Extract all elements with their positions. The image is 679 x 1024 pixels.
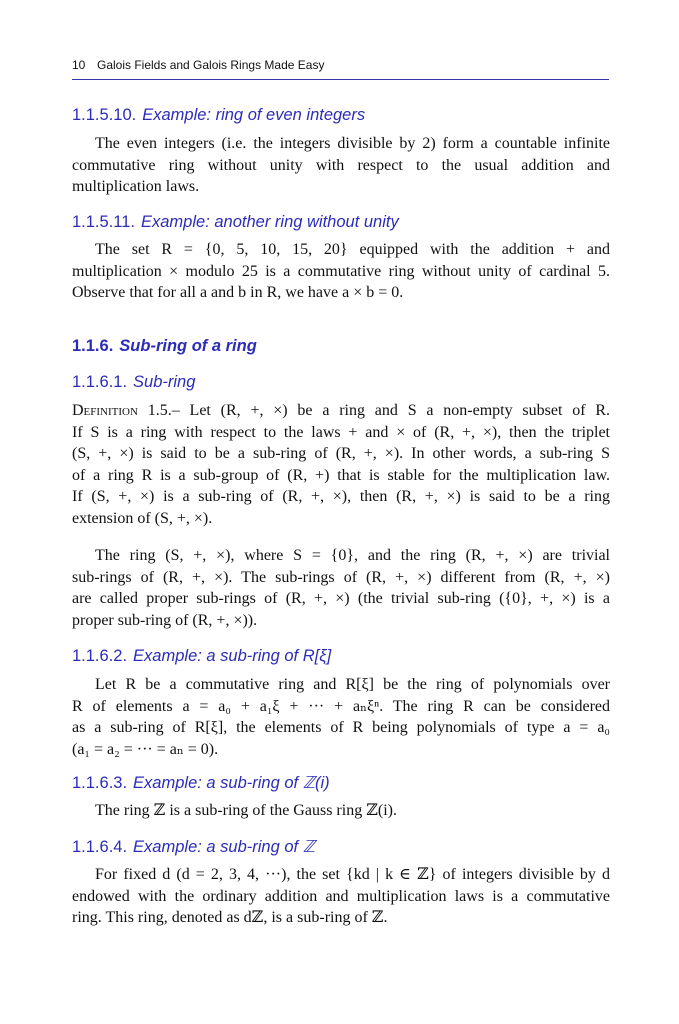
heading-1-1-5-11 <box>72 213 399 232</box>
heading-number: 1.1.6.4. <box>72 838 128 856</box>
heading-number: 1.1.5.11. <box>72 213 135 231</box>
text-line: (S, +, ×) is said to be a sub-ring of (R, +, ×). In other words, a sub-ring S <box>72 445 610 462</box>
paragraph-polynomial-subring <box>72 674 610 760</box>
heading-1-1-6 <box>72 337 257 356</box>
heading-number: 1.1.5.10. <box>72 106 137 124</box>
text-line: R of elements a = a₀ + a₁ξ + ··· + aₙξⁿ. The ring R can be considered <box>72 697 610 715</box>
text-line: proper sub-ring of (R, +, ×)). <box>72 611 258 629</box>
text-line: The ring (S, +, ×), where S = {0}, and the ring (R, +, ×) are trivial <box>95 547 610 564</box>
heading-title: Sub-ring <box>133 373 196 391</box>
heading-number: 1.1.6.1. <box>72 373 128 391</box>
text-line: of a ring R is a sub-group of (R, +) that is stable for the multiplication law. <box>72 466 610 484</box>
text-line: 1.5.– Let (R, +, ×) be a ring and S a non-empty subset of R. <box>147 402 611 419</box>
running-header <box>72 58 609 80</box>
paragraph-even-integers <box>72 133 610 198</box>
paragraph-ring-without-unity <box>72 239 610 304</box>
heading-title: Example: ring of even integers <box>142 106 366 124</box>
heading-title: Example: a sub-ring of ℤ(i) <box>133 774 330 792</box>
text-line: The set R = {0, 5, 10, 15, 20} equipped with the addition + and <box>95 241 610 258</box>
heading-title: Sub-ring of a ring <box>119 337 257 355</box>
heading-1-1-6-1 <box>72 373 195 392</box>
page-number: 10 <box>72 58 86 72</box>
definition-label: Definition <box>72 402 138 419</box>
text-line: multiplication laws. <box>72 178 200 195</box>
text-line: ring. This ring, denoted as dℤ, is a sub-ring of ℤ. <box>72 909 388 926</box>
text-line: Let R be a commutative ring and R[ξ] be the ring of polynomials over <box>95 676 610 693</box>
text-line: If (S, +, ×) is a sub-ring of (R, +, ×), then (R, +, ×) is said to be a ring <box>72 488 610 505</box>
text-line: as a sub-ring of R[ξ], the elements of R being polynomials of type a = a₀ <box>72 719 610 736</box>
heading-title: Example: another ring without unity <box>141 213 399 231</box>
running-title: Galois Fields and Galois Rings Made Easy <box>97 58 325 72</box>
heading-title: Example: a sub-ring of ℤ <box>133 838 315 856</box>
paragraph-trivial-subrings <box>72 545 610 631</box>
text-line: (a₁ = a₂ = ··· = aₙ = 0). <box>72 740 219 758</box>
definition-1-5 <box>72 400 610 529</box>
heading-1-1-6-3 <box>72 773 330 793</box>
text-line: endowed with the ordinary addition and multiplication laws is a commutative <box>72 887 610 905</box>
text-line: multiplication × modulo 25 is a commutative ring without unity of cardinal 5. <box>72 262 610 280</box>
heading-number: 1.1.6. <box>72 337 114 355</box>
text-line: sub-rings of (R, +, ×). The sub-rings of (R, +, ×) different from (R, +, ×) <box>72 568 610 586</box>
heading-1-1-6-4 <box>72 837 315 857</box>
text-line: The even integers (i.e. the integers divisible by 2) form a countable infinite <box>95 135 610 152</box>
paragraph-gauss-ring <box>72 800 610 822</box>
heading-1-1-5-10 <box>72 106 365 125</box>
heading-title: Example: a sub-ring of R[ξ] <box>133 647 332 665</box>
text-line: commutative ring without unity with respect to the usual addition and <box>72 156 610 174</box>
heading-number: 1.1.6.2. <box>72 647 128 665</box>
text-line: extension of (S, +, ×). <box>72 509 213 527</box>
text-line: The ring ℤ is a sub-ring of the Gauss ring ℤ(i). <box>95 802 397 819</box>
text-line: If S is a ring with respect to the laws + and × of (R, +, ×), then the triplet <box>72 423 610 441</box>
text-line: For fixed d (d = 2, 3, 4, ···), the set {kd | k ∈ ℤ} of integers divisible by d <box>95 866 610 883</box>
heading-1-1-6-2 <box>72 647 331 666</box>
heading-number: 1.1.6.3. <box>72 774 128 792</box>
text-line: Observe that for all a and b in R, we have a × b = 0. <box>72 284 404 301</box>
text-line: are called proper sub-rings of (R, +, ×) (the trivial sub-ring ({0}, +, ×) is a <box>72 590 610 607</box>
paragraph-dz-subring <box>72 864 610 929</box>
